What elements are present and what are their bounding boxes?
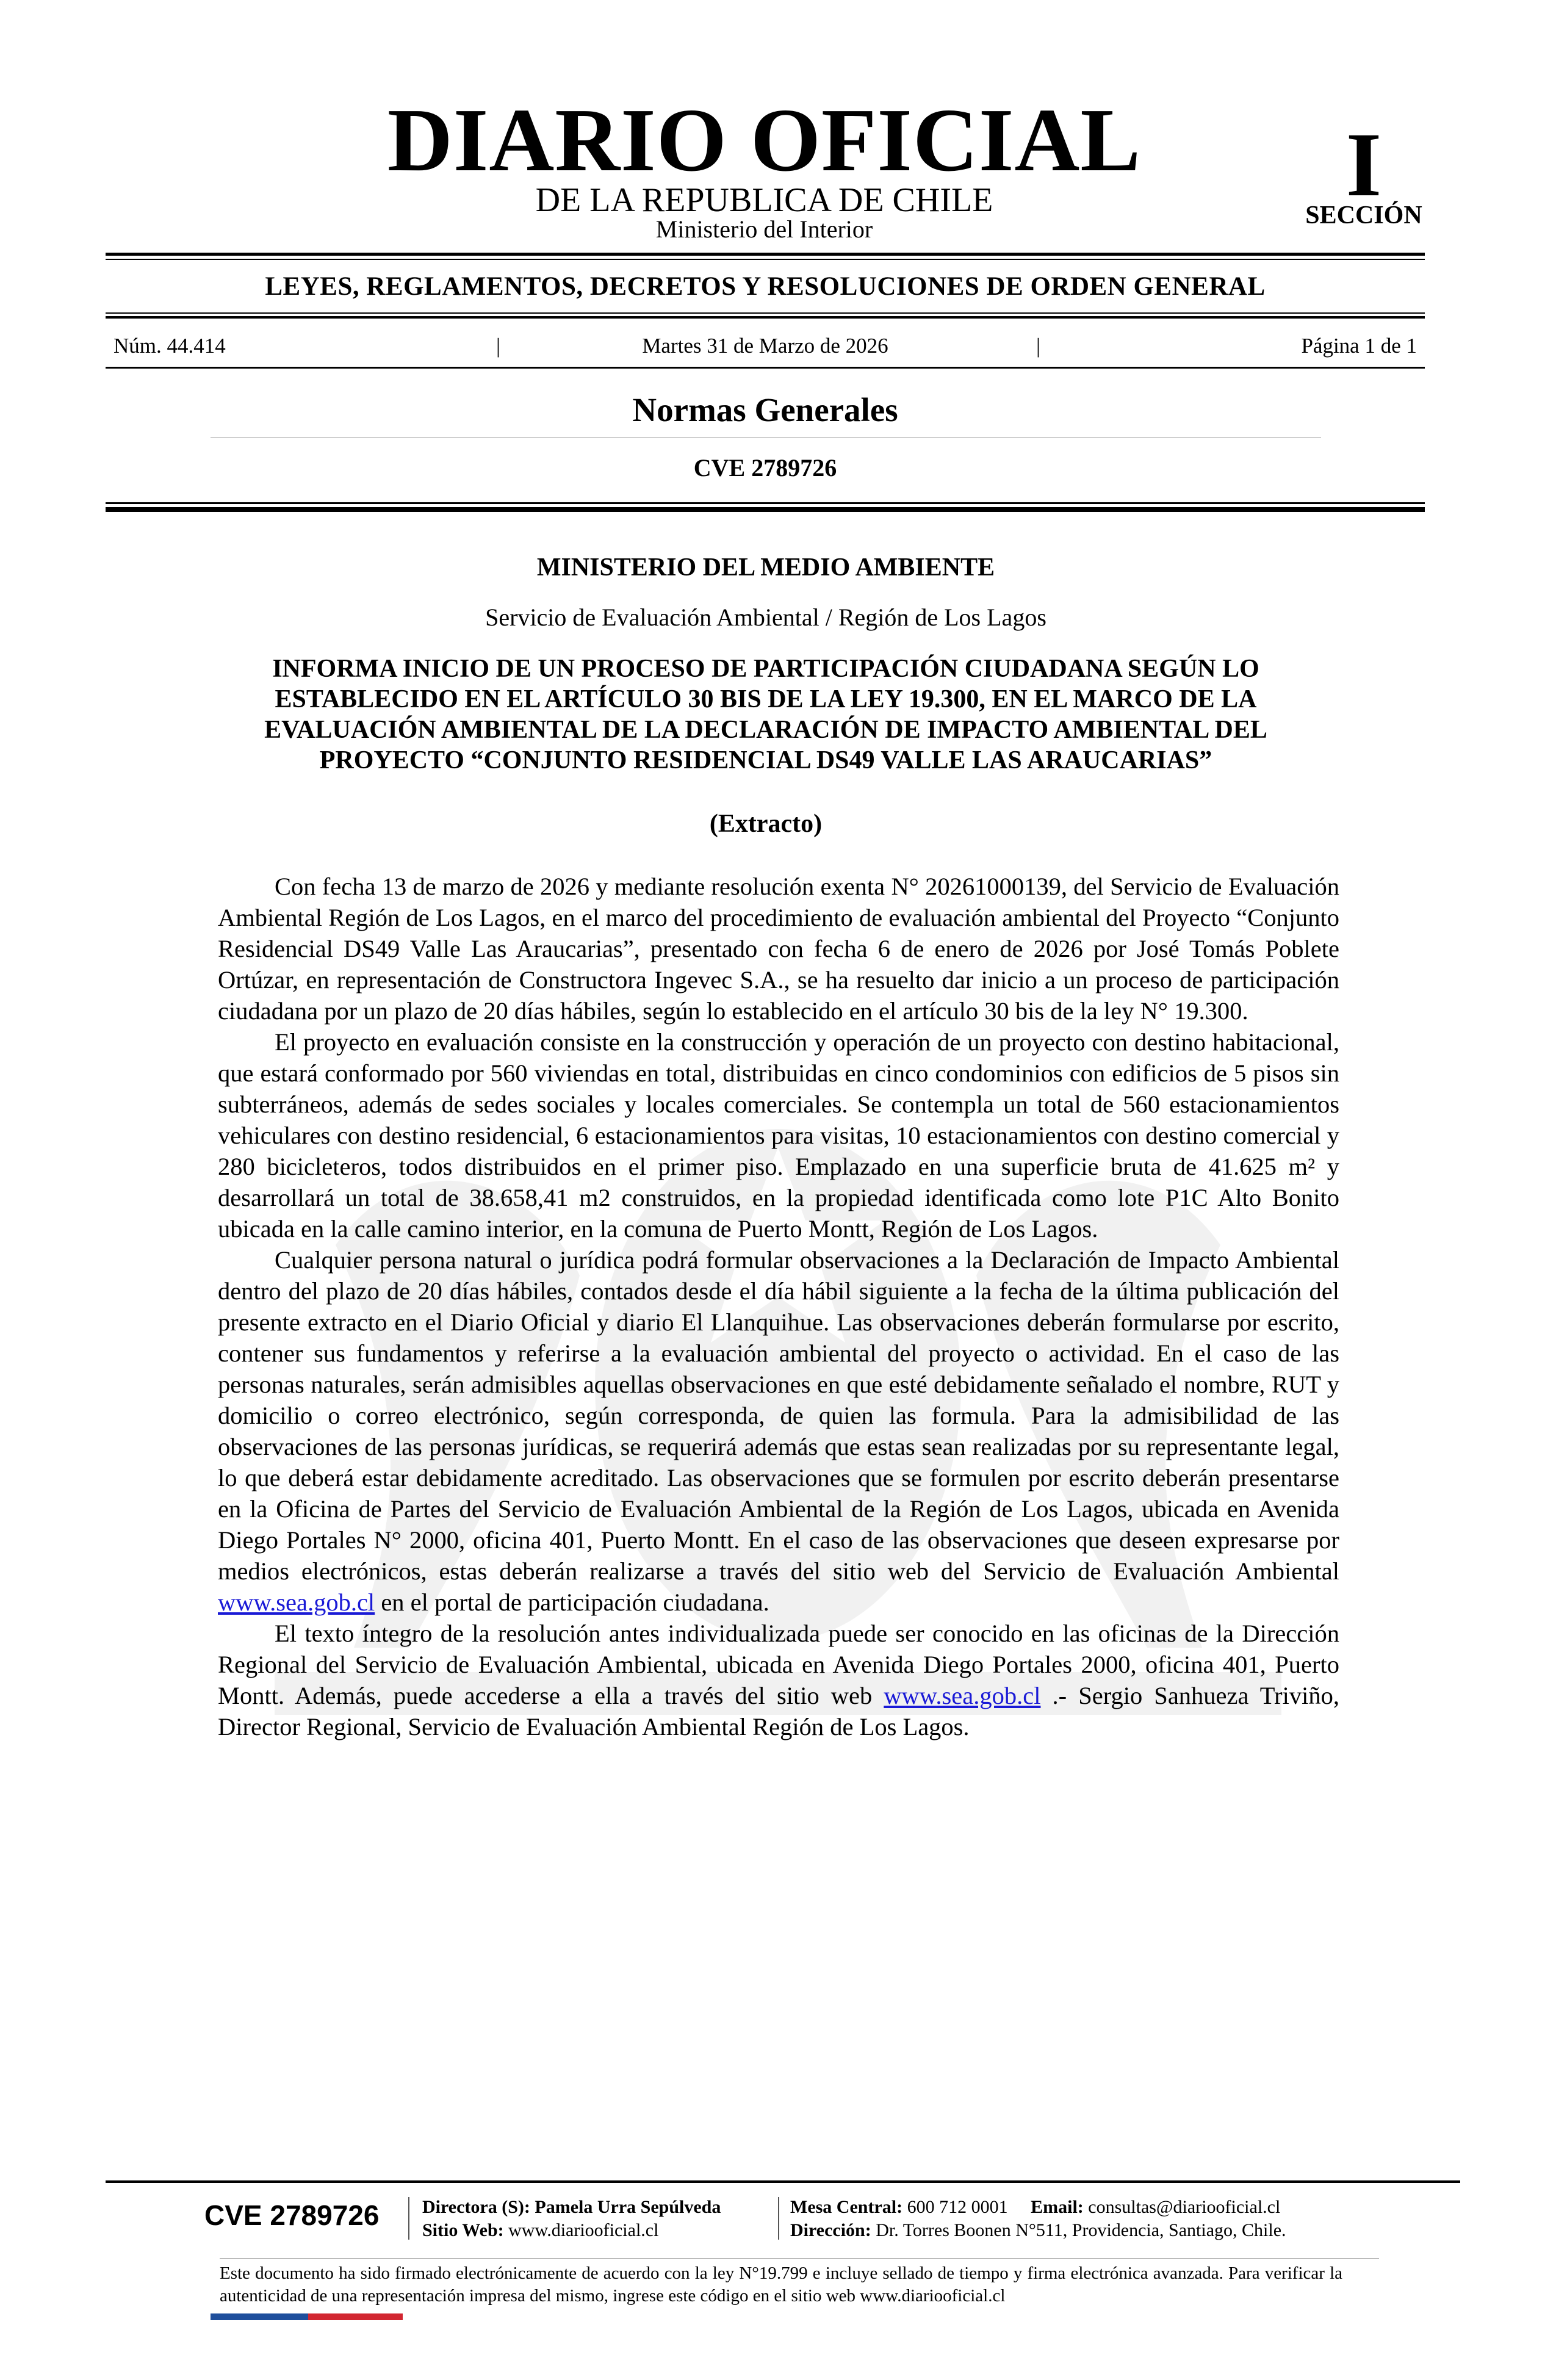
article-ministry: MINISTERIO DEL MEDIO AMBIENTE: [536, 554, 995, 582]
section-rule-thick: [106, 507, 1425, 512]
paragraph-4-text: El texto íntegro de la resolución antes individualizada puede ser conocido en las oficinas de la Dirección Regional del Servicio de Evaluación Ambiental, ubicada en Avenida Diego Portales 2000, oficina 401, Puerto Montt. Además, puede accederse a ella a través del sitio web: [218, 1620, 1339, 1709]
masthead-rule-thick: [106, 253, 1425, 256]
footer-separator-1: [408, 2197, 409, 2240]
issue-info-row: [113, 333, 1417, 359]
newspaper-subtitle: DE LA REPUBLICA DE CHILE: [535, 181, 993, 219]
flag-bar-blue: [211, 2313, 308, 2320]
masthead-rule-thin: [106, 259, 1425, 260]
paragraph-3: [218, 1244, 1339, 1618]
footer-divider: [220, 2258, 1379, 2259]
section-label: SECCIÓN: [1305, 201, 1422, 229]
issue-separator-2: |: [1036, 334, 1041, 358]
publication-tagline: LEYES, REGLAMENTOS, DECRETOS Y RESOLUCIONES DE ORDEN GENERAL: [265, 272, 1266, 301]
address-value: Dr. Torres Boonen N°511, Providencia, Santiago, Chile.: [876, 2220, 1286, 2240]
paragraph-4-tail: .- Sergio Sanhueza Triviño, Director Regional, Servicio de Evaluación Ambiental Región de Los Lagos.: [218, 1682, 1339, 1740]
site-label: Sitio Web:: [422, 2220, 504, 2240]
sea-website-link-2[interactable]: www.sea.gob.cl: [884, 1682, 1041, 1709]
footer-cve-code: CVE 2789726: [204, 2199, 380, 2231]
site-value[interactable]: www.diariooficial.cl: [508, 2220, 659, 2240]
footer-separator-2: [778, 2197, 779, 2240]
newspaper-title: DIARIO OFICIAL: [387, 90, 1142, 190]
paragraph-4: [218, 1618, 1339, 1742]
extract-label: (Extracto): [709, 810, 823, 838]
email-value[interactable]: consultas@diariooficial.cl: [1088, 2197, 1281, 2217]
footer-contact-block: [790, 2196, 1286, 2242]
flag-bar-red: [308, 2313, 403, 2320]
director-name: Pamela Urra Sepúlveda: [535, 2197, 721, 2217]
footer-rule: [106, 2180, 1460, 2183]
tagline-rule-thick: [106, 316, 1425, 319]
signature-note: Este documento ha sido firmado electrónicamente de acuerdo con la ley N°19.799 e incluye sellado de tiempo y firma electrónica avanzada. Para verificar la autenticidad de una representación impresa del mismo, ingrese este código en el sitio web www.diariooficial.cl: [220, 2263, 1342, 2306]
section-title: Normas Generales: [632, 391, 898, 428]
mesa-label: Mesa Central:: [790, 2197, 903, 2217]
director-label: Directora (S):: [422, 2197, 530, 2217]
tagline-rule-thin: [106, 312, 1425, 314]
sea-website-link[interactable]: www.sea.gob.cl: [218, 1588, 375, 1616]
article-service: Servicio de Evaluación Ambiental / Región de Los Lagos: [485, 604, 1046, 631]
paragraph-2: El proyecto en evaluación consiste en la construcción y operación de un proyecto con destino habitacional, que estará conformado por 560 viviendas en total, distribuidas en cinco condominios con edificios de 5 pisos sin subterráneos, además de sedes sociales y locales comerciales. Se contempla un total de 560 estacionamientos vehiculares con destino residencial, 6 estacionamientos para visitas, 10 estacionamientos con destino comercial y 280 bicicleteros, todos distribuidos en el primer piso. Emplazado en una superficie bruta de 41.625 m² y desarrollará un total de 38.658,41 m2 construidos, en la propiedad identificada como lote P1C Alto Bonito ubicada en la calle camino interior, en la comuna de Puerto Montt, Región de Los Lagos.: [218, 1028, 1339, 1242]
issue-date: Martes 31 de Marzo de 2026: [642, 334, 888, 358]
paragraph-3-text: Cualquier persona natural o jurídica podrá formular observaciones a la Declaración de Impacto Ambiental dentro del plazo de 20 días hábiles, contados desde el día hábil siguiente a la fecha de la última publicación del presente extracto en el Diario Oficial y diario El Llanquihue. Las observaciones deberán formularse por escrito, contener sus fundamentos y referirse a la evaluación ambiental del proyecto o actividad. En el caso de las personas naturales, serán admisibles aquellas observaciones en que esté debidamente señalado el nombre, RUT y domicilio o correo electrónico, según corresponda, de quien las formula. Para la admisibilidad de las observaciones de las personas jurídicas, se requerirá además que estas sean realizadas por su representante legal, lo que deberá estar debidamente acreditado. Las observaciones que se formulen por escrito deberán presentarse en la Oficina de Partes del Servicio de Evaluación Ambiental de la Región de Los Lagos, ubicada en Avenida Diego Portales N° 2000, oficina 401, Puerto Montt. En el caso de las observaciones que deseen expresarse por medios electrónicos, estas deberán realizarse a través del sitio web del Servicio de Evaluación Ambiental: [218, 1246, 1339, 1585]
issue-rule: [106, 367, 1425, 369]
mesa-value: 600 712 0001: [907, 2197, 1008, 2217]
cve-code: CVE 2789726: [693, 454, 837, 481]
ministry-line: Ministerio del Interior: [655, 215, 873, 243]
footer-director-block: [422, 2196, 721, 2242]
paragraph-1: Con fecha 13 de marzo de 2026 y mediante resolución exenta N° 20261000139, del Servicio de Evaluación Ambiental Región de Los Lagos, en el marco del procedimiento de evaluación ambiental del Proyecto “Conjunto Residencial DS49 Valle Las Araucarias”, presentado con fecha 6 de enero de 2026 por José Tomás Poblete Ortúzar, en representación de Constructora Ingevec S.A., se ha resuelto dar inicio a un proceso de participación ciudadana por un plazo de 20 días hábiles, según lo establecido en el artículo 30 bis de la ley N° 19.300.: [218, 873, 1339, 1025]
address-label: Dirección:: [790, 2220, 871, 2240]
section-divider: [211, 437, 1321, 438]
paragraph-3-tail: en el portal de participación ciudadana.: [375, 1588, 769, 1616]
issue-number: Núm. 44.414: [113, 334, 226, 358]
article-body: [218, 871, 1339, 1742]
article-heading: INFORMA INICIO DE UN PROCESO DE PARTICIPACIÓN CIUDADANA SEGÚN LO ESTABLECIDO EN EL ARTÍCULO 30 BIS DE LA LEY 19.300, EN EL MARCO DE LA EVALUACIÓN AMBIENTAL DE LA DECLARACIÓN DE IMPACTO AMBIENTAL DEL PROYECTO “CONJUNTO RESIDENCIAL DS49 VALLE LAS ARAUCARIAS”: [264, 655, 1267, 774]
section-number: I: [1345, 114, 1382, 215]
issue-separator-1: |: [496, 334, 501, 358]
section-rule-thin: [106, 502, 1425, 504]
email-label: Email:: [1031, 2197, 1084, 2217]
page-indicator: Página 1 de 1: [1301, 334, 1417, 358]
